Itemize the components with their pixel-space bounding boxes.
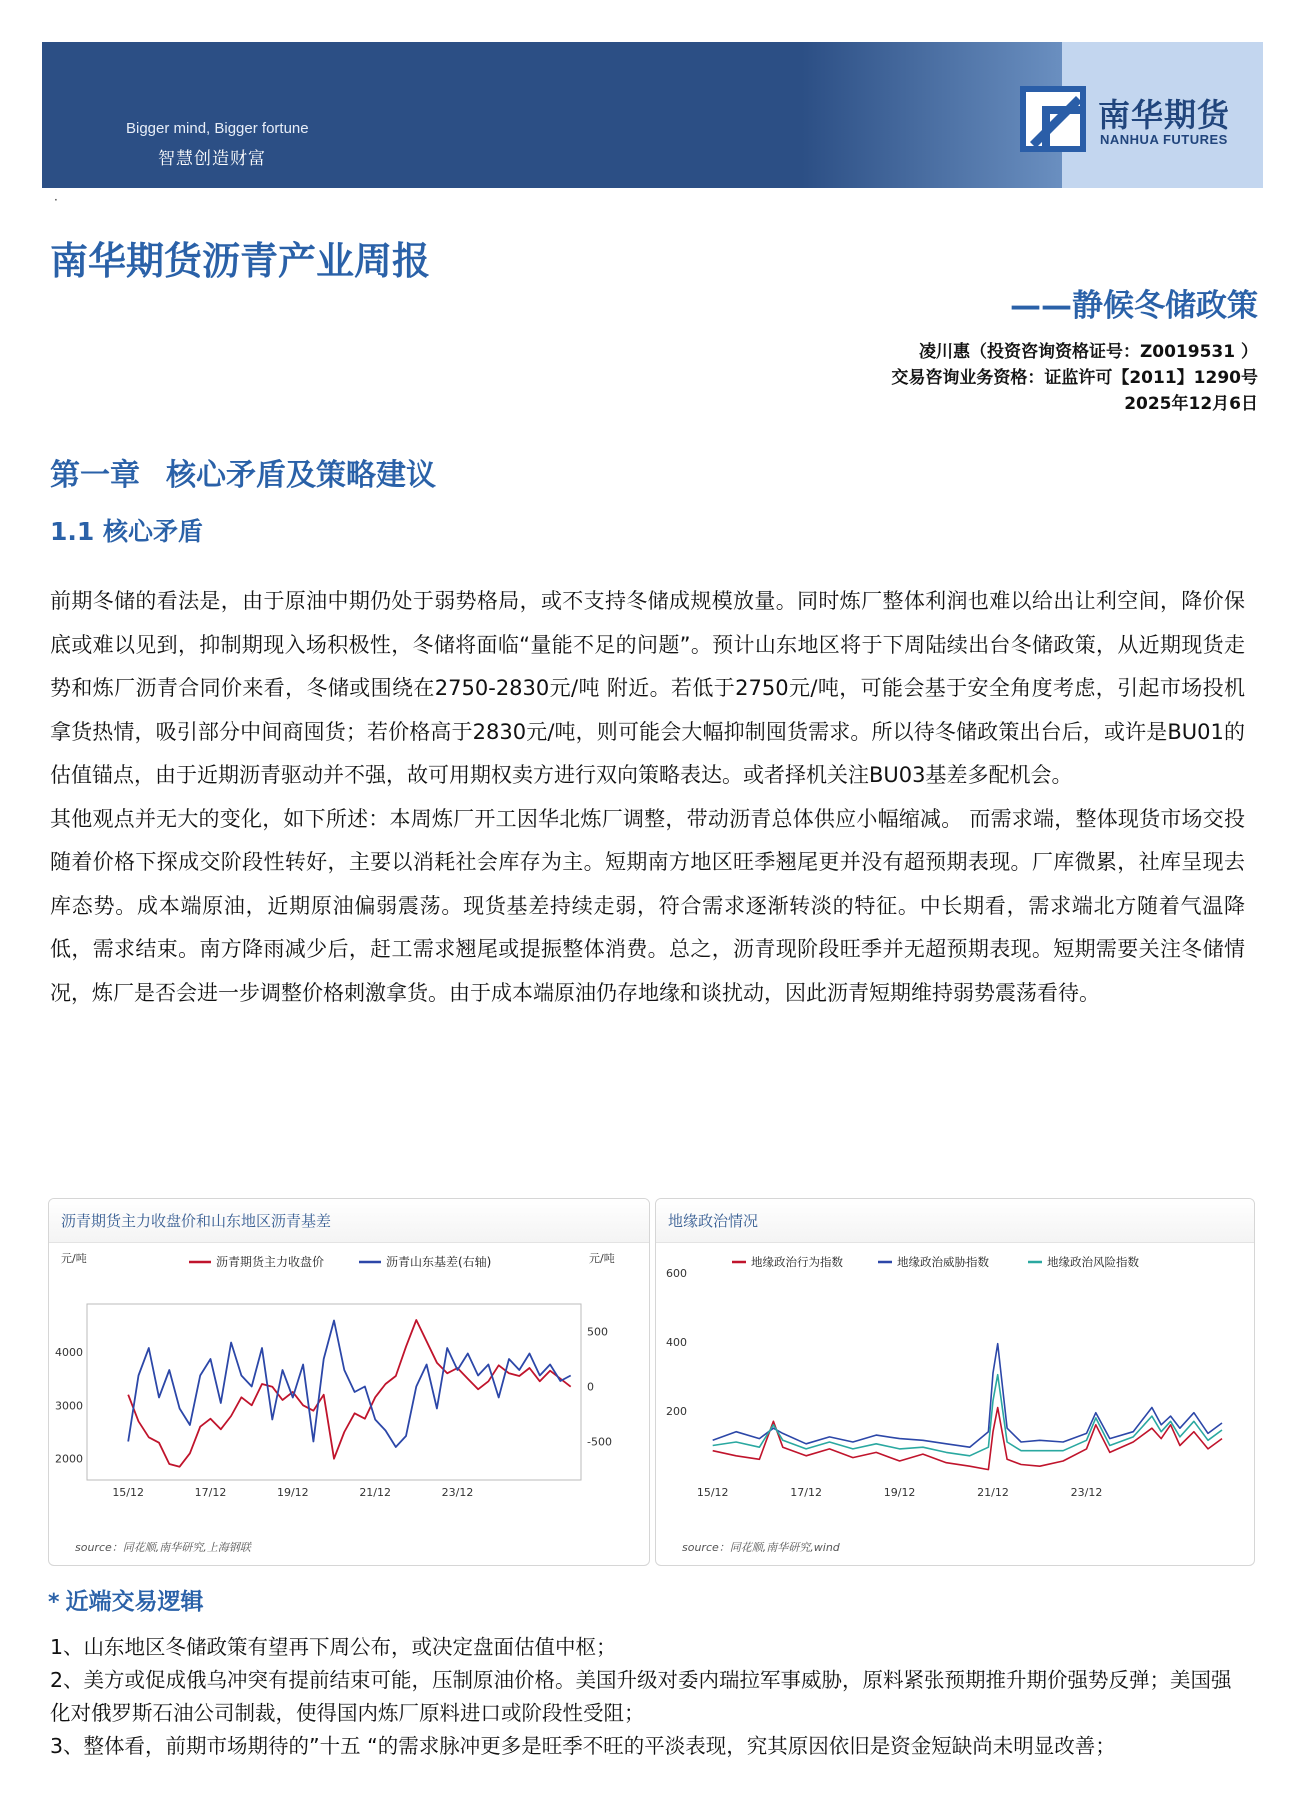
company-logo: [1020, 86, 1250, 152]
left-axis-unit: 元/吨: [61, 1252, 87, 1265]
y-tick-label: 200: [666, 1404, 687, 1418]
x-tick-label: 19/12: [883, 1486, 916, 1499]
asterisk-icon: *: [48, 1590, 60, 1615]
legend-label: 地缘政治风险指数: [1047, 1255, 1139, 1269]
chart-source: source：同花顺,南华研究,wind: [682, 1541, 840, 1554]
slogan-chinese: 智慧创造财富: [158, 149, 266, 169]
x-tick-label: 23/12: [1070, 1486, 1103, 1499]
legend-label: 沥青期货主力收盘价: [216, 1255, 325, 1269]
y-tick-label-left: 3000: [55, 1399, 83, 1413]
chapter-title: 核心矛盾及策略建议: [166, 458, 436, 493]
logo-name-english: NANHUA FUTURES: [1100, 132, 1228, 147]
near-term-title: 近端交易逻辑: [65, 1589, 204, 1615]
chapter-heading: [50, 450, 436, 494]
report-subtitle: ——静候冬储政策: [1010, 288, 1258, 324]
y-tick-label-right: 0: [587, 1380, 594, 1394]
x-tick-label: 17/12: [790, 1486, 822, 1499]
y-tick-label: 400: [666, 1335, 687, 1349]
list-item: 1、山东地区冬储政策有望再下周公布，或决定盘面估值中枢；: [50, 1635, 617, 1659]
y-tick-label-left: 2000: [55, 1452, 83, 1466]
chart-panel-title: 地缘政治情况: [656, 1199, 1254, 1243]
series-line: [128, 1321, 571, 1448]
legend-label: 沥青山东基差(右轴): [386, 1255, 492, 1269]
x-tick-label: 21/12: [359, 1486, 392, 1499]
series-line: [713, 1344, 1222, 1448]
x-tick-label: 23/12: [441, 1486, 474, 1499]
asphalt-price-basis-chart: [49, 1244, 649, 1524]
nanhua-logo-icon: [1020, 86, 1086, 152]
paragraph: 其他观点并无大的变化，如下所述：本周炼厂开工因华北炼厂调整，带动沥青总体供应小幅缩减。 而需求端，整体现货市场交投随着价格下探成交阶段性转好，主要以消耗社会库存为主。短期南方地区旺季翘尾更并没有超预期表现。厂库微累，社库呈现去库态势。成本端原油，近期原油偏弱震荡。现货基差持续走弱，符合需求逐渐转淡的特征。中长期看，需求端北方随着气温降低，需求结束。南方降雨减少后，赶工需求翘尾或提振整体消费。总之，沥青现阶段旺季并无超预期表现。短期需要关注冬储情况，炼厂是否会进一步调整价格刺激拿货。由于成本端原油仍存地缘和谈扰动，因此沥青短期维持弱势震荡看待。: [50, 806, 1245, 1005]
near-term-heading: [48, 1583, 204, 1616]
section-heading: 1.1 核心矛盾: [50, 517, 203, 546]
y-tick-label: 600: [666, 1266, 687, 1280]
right-axis-unit: 元/吨: [589, 1252, 615, 1265]
report-title: 南华期货沥青产业周报: [50, 239, 431, 283]
author-line: 凌川惠（投资咨询资格证号：Z0019531 ）: [918, 342, 1258, 362]
slogan-english: Bigger mind, Bigger fortune: [126, 120, 309, 137]
report-meta: [891, 339, 1258, 417]
chart-panel-title: 沥青期货主力收盘价和山东地区沥青基差: [49, 1199, 649, 1243]
y-tick-label-right: 500: [587, 1325, 608, 1339]
geopolitical-index-chart: [656, 1244, 1254, 1524]
logo-name-chinese: 南华期货: [1098, 96, 1231, 134]
header-banner: [42, 42, 1263, 188]
report-date: 2025年12月6日: [1124, 394, 1258, 414]
paragraph: 前期冬储的看法是，由于原油中期仍处于弱势格局，或不支持冬储成规模放量。同时炼厂整体利润也难以给出让利空间，降价保底或难以见到，抑制期现入场积极性，冬储将面临“量能不足的问题”。预计山东地区将于下周陆续出台冬储政策，从近期现货走势和炼厂沥青合同价来看，冬储或围绕在2750-2830元/吨 附近。若低于2750元/吨，可能会基于安全角度考虑，引起市场投机拿货热情，吸引部分中间商囤货；若价格高于2830元/吨，则可能会大幅抑制囤货需求。所以待冬储政策出台后，或许是BU01的估值锚点，由于近期沥青驱动并不强，故可用期权卖方进行双向策略表达。或者择机关注BU03基差多配机会。: [50, 589, 1245, 787]
series-line: [128, 1320, 571, 1467]
x-tick-label: 21/12: [977, 1486, 1009, 1499]
body-text: [50, 580, 1245, 1015]
license-line: 交易咨询业务资格：证监许可【2011】1290号: [891, 368, 1258, 388]
x-tick-label: 15/12: [112, 1486, 145, 1499]
chart-source: source：同花顺,南华研究,上海钢联: [75, 1541, 251, 1554]
x-tick-label: 15/12: [696, 1486, 729, 1499]
list-item: 2、美方或促成俄乌冲突有提前结束可能，压制原油价格。美国升级对委内瑞拉军事威胁，原料紧张预期推升期价强势反弹；美国强化对俄罗斯石油公司制裁，使得国内炼厂原料进口或阶段性受阻；: [50, 1668, 1232, 1725]
dot-marker: ·: [54, 193, 58, 207]
y-tick-label-left: 4000: [55, 1346, 83, 1359]
chart-panel-asphalt: [48, 1198, 650, 1566]
list-item: 3、整体看，前期市场期待的”十五 “的需求脉冲更多是旺季不旺的平淡表现，究其原因依旧是资金短缺尚未明显改善；: [50, 1734, 1116, 1758]
chapter-number: 第一章: [50, 458, 140, 493]
y-tick-label-right: -500: [587, 1435, 612, 1449]
legend-label: 地缘政治行为指数: [751, 1255, 843, 1269]
chart-panel-geopolitics: [655, 1198, 1255, 1566]
legend-label: 地缘政治威胁指数: [897, 1255, 989, 1269]
near-term-list: [50, 1631, 1250, 1763]
x-tick-label: 17/12: [194, 1486, 227, 1499]
x-tick-label: 19/12: [276, 1486, 309, 1499]
